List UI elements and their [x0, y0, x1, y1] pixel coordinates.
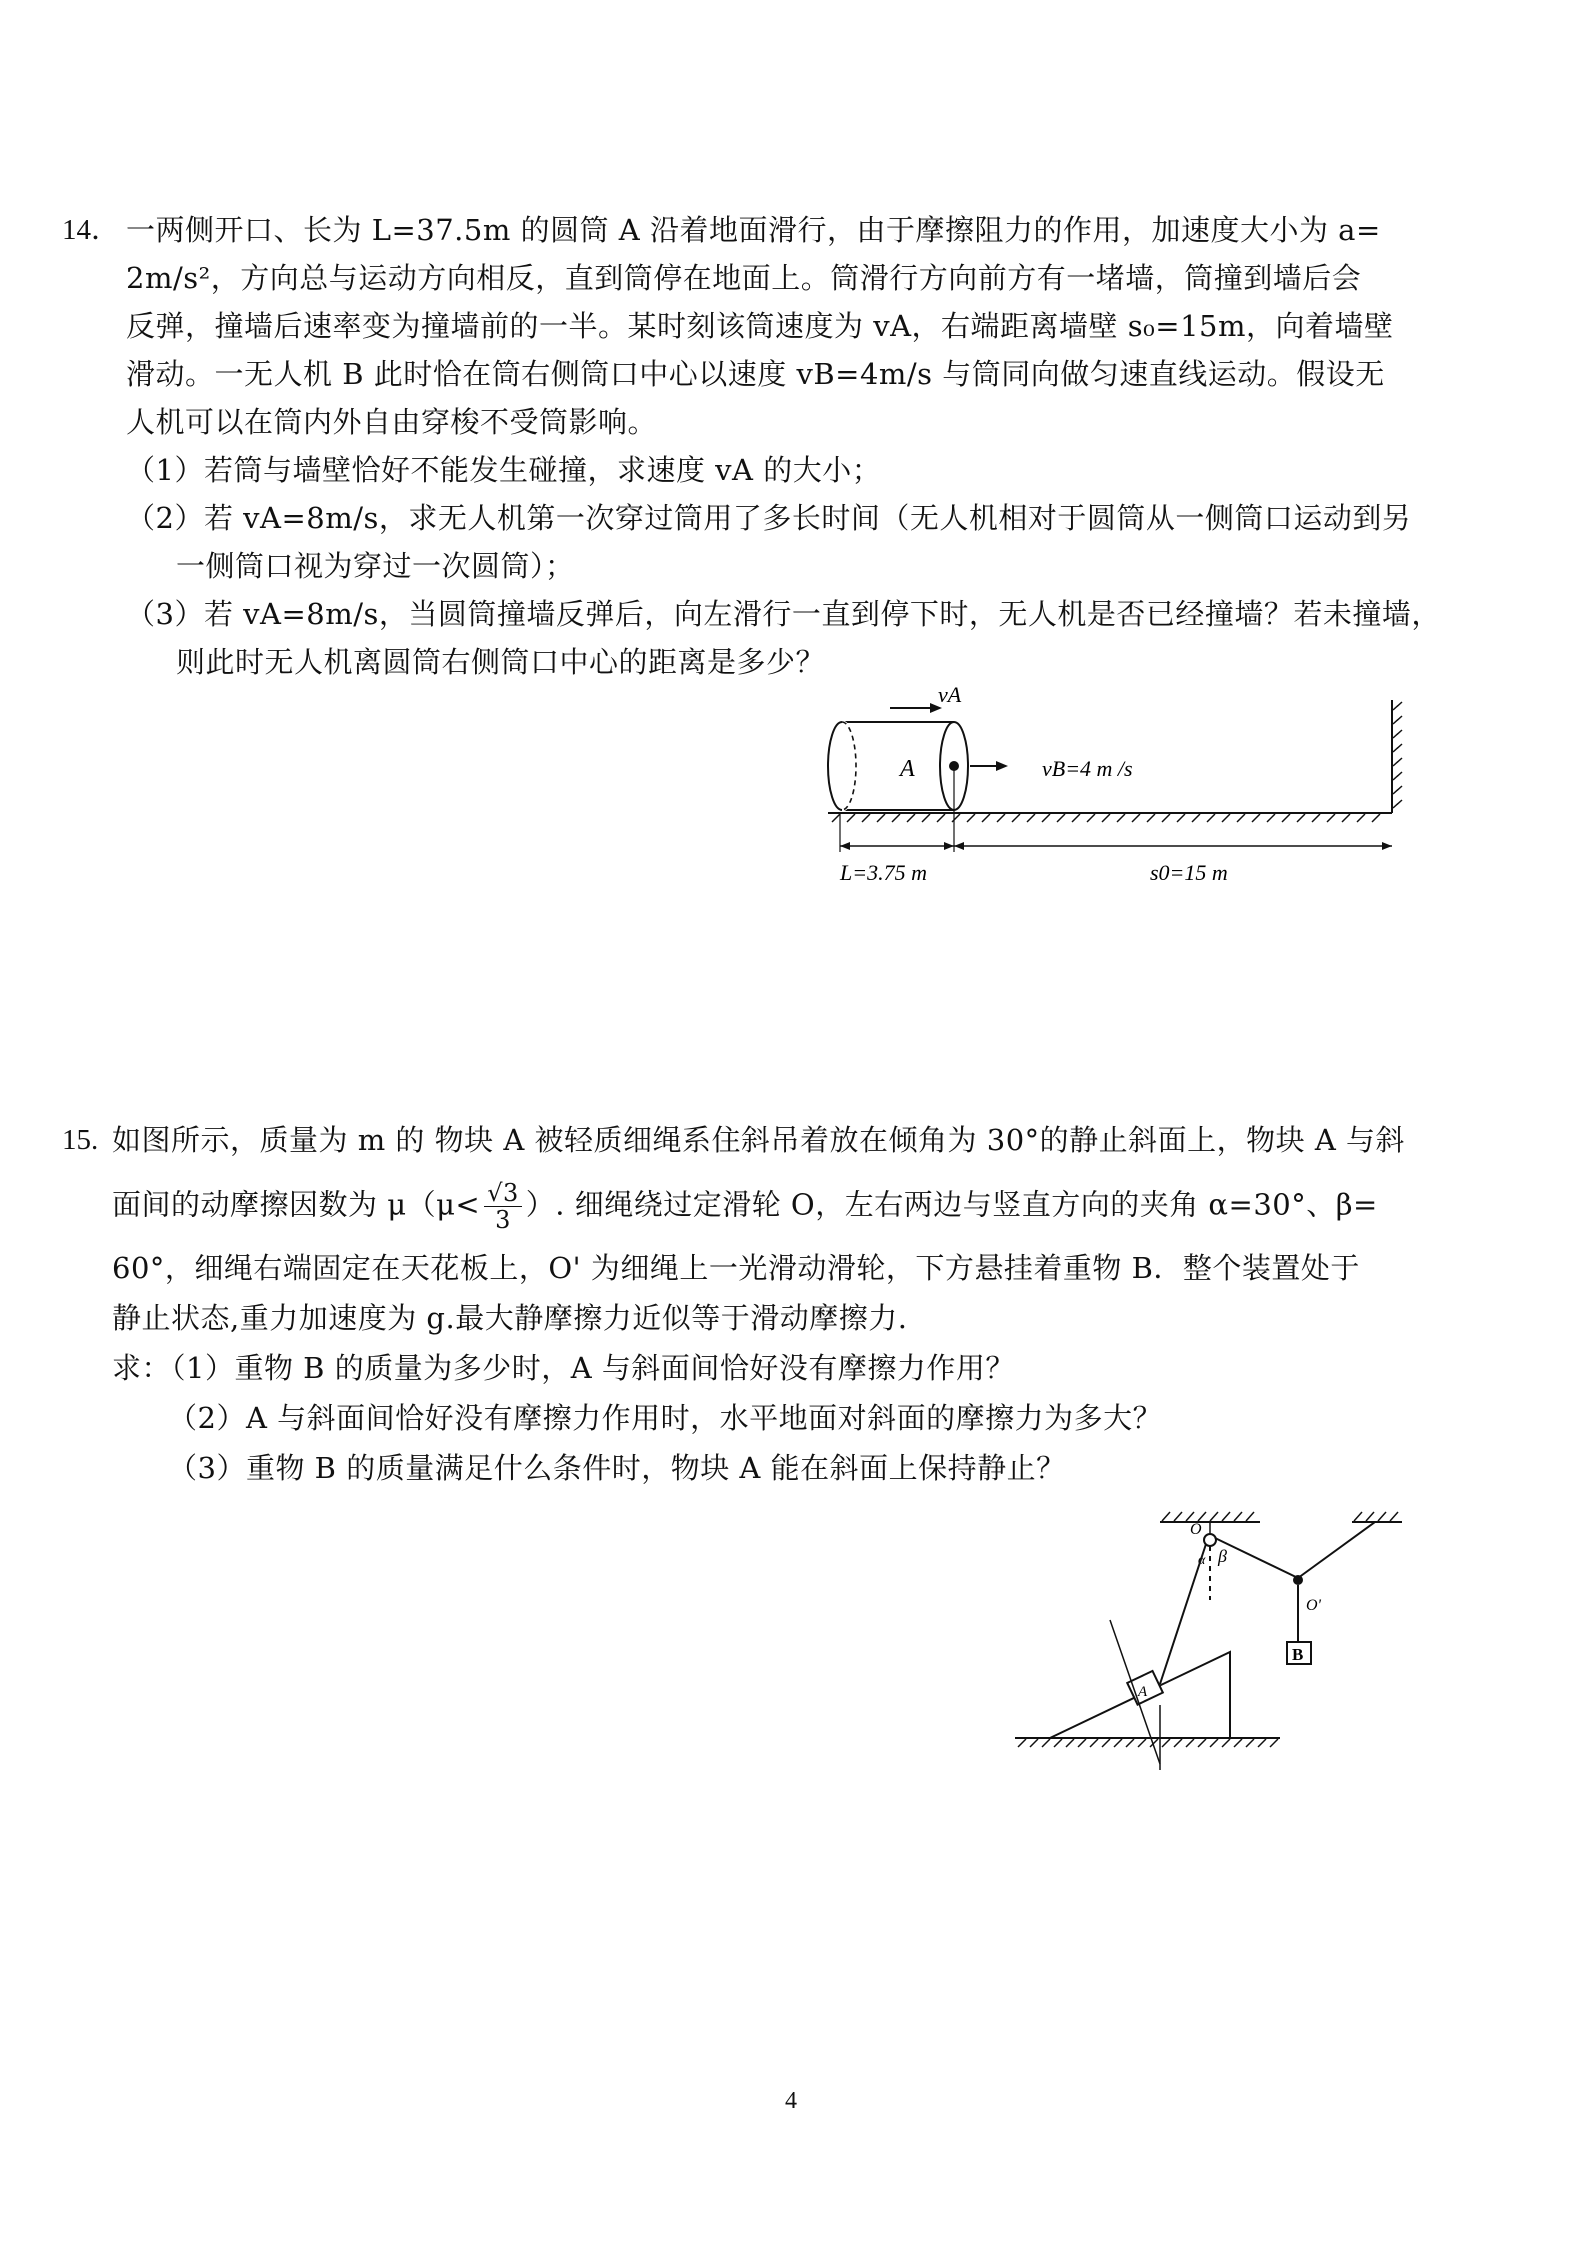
q15-text-line-4: 静止状态,重力加速度为 g.最大静摩擦力近似等于滑动摩擦力. — [112, 1301, 908, 1335]
distance-s0-label: s0=15 m — [1150, 860, 1228, 885]
rope-to-ceiling — [1298, 1522, 1375, 1578]
floor-hatching — [1018, 1739, 1278, 1747]
angle-beta-label: β — [1218, 1546, 1227, 1566]
q14-text-line-5: 人机可以在筒内外自由穿梭不受筒影响。 — [126, 405, 658, 439]
fraction-denominator: 3 — [495, 1206, 511, 1234]
q15-text-line-1: 如图所示，质量为 m 的 物块 A 被轻质细绳系住斜吊着放在倾角为 30°的静止斜面上，物块 A 与斜 — [112, 1123, 1406, 1157]
q15-figure — [1010, 1500, 1410, 1790]
rope-to-block — [1160, 1544, 1206, 1684]
wall-hatching — [1393, 702, 1402, 808]
page-number: 4 — [785, 2088, 797, 2114]
q14-text-line-3: 反弹，撞墙后速率变为撞墙前的一半。某时刻该筒速度为 vA，右端距离墙壁 s₀=15m，向着墙壁 — [126, 309, 1394, 343]
q15-line-2-pre: 面间的动摩擦因数为 μ（μ< — [112, 1187, 481, 1222]
q14-subquestion-3: （3）若 vA=8m/s，当圆筒撞墙反弹后，向左滑行一直到停下时，无人机是否已经撞墙？若未撞墙， — [126, 597, 1441, 631]
q14-subquestion-2-cont: 一侧筒口视为穿过一次圆筒）； — [176, 549, 575, 583]
q14-subquestion-2: （2）若 vA=8m/s，求无人机第一次穿过筒用了多长时间（无人机相对于圆筒从一侧筒口运动到另 — [126, 501, 1412, 535]
q15-text-line-3: 60°，细绳右端固定在天花板上，O' 为细绳上一光滑动滑轮，下方悬挂着重物 B．整个装置处于 — [112, 1251, 1360, 1285]
pulley-o-prime-label: O' — [1306, 1597, 1321, 1614]
q14-text-line-4: 滑动。一无人机 B 此时恰在筒右侧筒口中心以速度 vB=4m/s 与筒同向做匀速直线运动。假设无 — [126, 357, 1385, 391]
va-label: vA — [938, 682, 962, 707]
q14-subquestion-3-cont: 则此时无人机离圆筒右侧筒口中心的距离是多少？ — [176, 645, 826, 679]
q15-subquestion-1: 求：（1）重物 B 的质量为多少时，A 与斜面间恰好没有摩擦力作用？ — [112, 1351, 1015, 1385]
weight-b-label: B — [1292, 1645, 1304, 1664]
mu-bound-fraction — [484, 1180, 522, 1233]
q15-text-line-2 — [112, 1180, 1378, 1233]
vb-arrow-head — [996, 761, 1008, 771]
ceiling-right-hatching — [1354, 1512, 1398, 1521]
vb-label: vB=4 m /s — [1042, 756, 1133, 781]
cylinder-a — [828, 722, 968, 810]
angle-alpha-label: α — [1198, 1553, 1206, 1568]
q15-subquestion-3: （3）重物 B 的质量满足什么条件时，物块 A 能在斜面上保持静止？ — [168, 1451, 1066, 1485]
rope-to-movable-pulley — [1215, 1538, 1298, 1578]
pulley-o-label: O — [1190, 1521, 1202, 1538]
q15-number: 15. — [62, 1124, 99, 1156]
q14-text-line-1: 一两侧开口、长为 L=37.5m 的圆筒 A 沿着地面滑行，由于摩擦阻力的作用，加速度大小为 a= — [126, 213, 1381, 247]
cylinder-a-label: A — [900, 756, 915, 782]
fraction-numerator: √3 — [484, 1180, 522, 1207]
q14-subquestion-1: （1）若筒与墙壁恰好不能发生碰撞，求速度 vA 的大小； — [126, 453, 882, 487]
q15-subquestion-2: （2）A 与斜面间恰好没有摩擦力作用时，水平地面对斜面的摩擦力为多大？ — [168, 1401, 1163, 1435]
q14-figure — [820, 680, 1420, 910]
movable-pulley-o-prime — [1293, 1575, 1303, 1585]
ground-hatching — [832, 814, 1380, 822]
drone-b-dot — [949, 761, 959, 771]
length-l-label: L=3.75 m — [840, 860, 927, 885]
block-a-label: A — [1138, 1684, 1148, 1700]
q14-text-line-2: 2m/s²，方向总与运动方向相反，直到筒停在地面上。筒滑行方向前方有一堵墙，筒撞到墙后会 — [126, 261, 1362, 295]
q14-number: 14． — [62, 214, 121, 246]
q15-line-2-post: ）. 细绳绕过定滑轮 O，左右两边与竖直方向的夹角 α=30°、β= — [525, 1187, 1378, 1222]
ceiling-left-hatching — [1162, 1512, 1254, 1521]
